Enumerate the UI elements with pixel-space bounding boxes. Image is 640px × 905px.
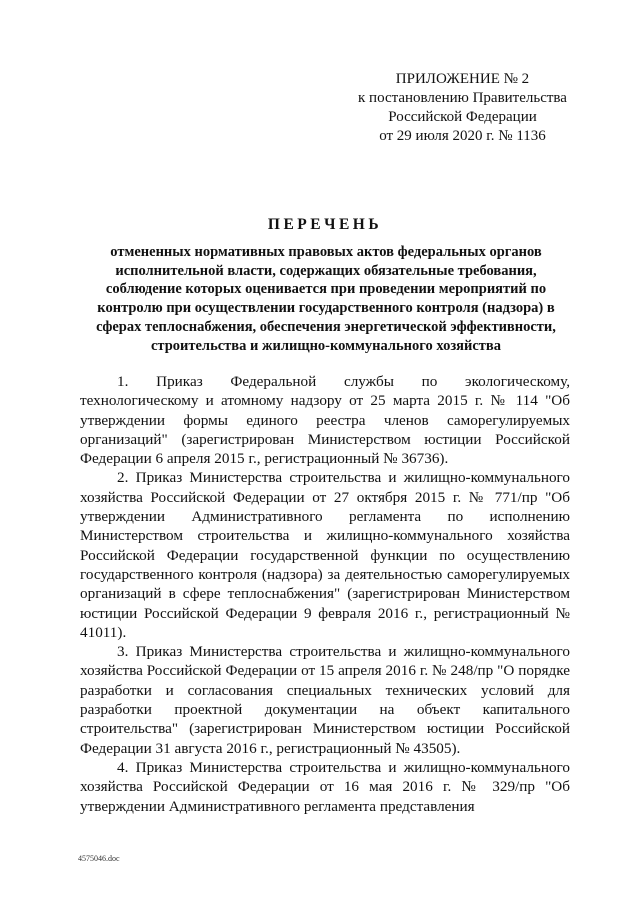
document-title: ПЕРЕЧЕНЬ bbox=[267, 216, 383, 233]
list-item-1: 1. Приказ Федеральной службы по экологическому, технологическому и атомному надзору от 25 марта 2015 г. № 114 "Об утверждении формы единого реестра членов саморегулируемых организаций" (зарегистрирован Министерством юстиции Российской Федерации 6 апреля 2015 г., регистрационный № 36736). bbox=[80, 373, 570, 468]
list-item-2: 2. Приказ Министерства строительства и жилищно-коммунального хозяйства Российской Федерации от 27 октября 2015 г. № 771/пр "Об утверждении Административного регламента по исполнению Министерством строительства и жилищно-коммунального хозяйства Российской Федерации государственной функции по осуществлению государственного контроля (надзора) за деятельностью саморегулируемых организаций в сфере теплоснабжения" (зарегистрирован Министерством юстиции Российской Федерации 9 февраля 2016 г., регистрационный № 41011). bbox=[80, 469, 570, 641]
document-body bbox=[80, 372, 570, 816]
appendix-government: Российской Федерации bbox=[388, 109, 537, 125]
list-item-4: 4. Приказ Министерства строительства и жилищно-коммунального хозяйства Российской Федерации от 16 мая 2016 г. № 329/пр "Об утверждении Административного регламента представления bbox=[80, 758, 570, 815]
appendix-date: от 29 июля 2020 г. № 1136 bbox=[379, 128, 546, 144]
appendix-header bbox=[340, 70, 585, 146]
appendix-number: ПРИЛОЖЕНИЕ № 2 bbox=[395, 71, 530, 87]
list-item-3: 3. Приказ Министерства строительства и жилищно-коммунального хозяйства Российской Федерации от 15 апреля 2016 г. № 248/пр "О порядке разработки и согласования специальных технических условий для разработки проектной документации на объект капитального строительства" (зарегистрирован Министерством юстиции Российской Федерации 31 августа 2016 г., регистрационный № 43505). bbox=[80, 643, 570, 757]
file-name-footer: 4575046.doc bbox=[78, 854, 120, 863]
appendix-reference: к постановлению Правительства bbox=[358, 90, 567, 106]
document-subtitle: отмененных нормативных правовых актов федеральных органов исполнительной власти, содержащих обязательные требования, соблюдение которых оценивается при проведении мероприятий по контролю при осуществлении государственного контроля (надзора) в сферах теплоснабжения, обеспечения энергетической эффективности, строительства и жилищно-коммунального хозяйства bbox=[96, 244, 556, 354]
